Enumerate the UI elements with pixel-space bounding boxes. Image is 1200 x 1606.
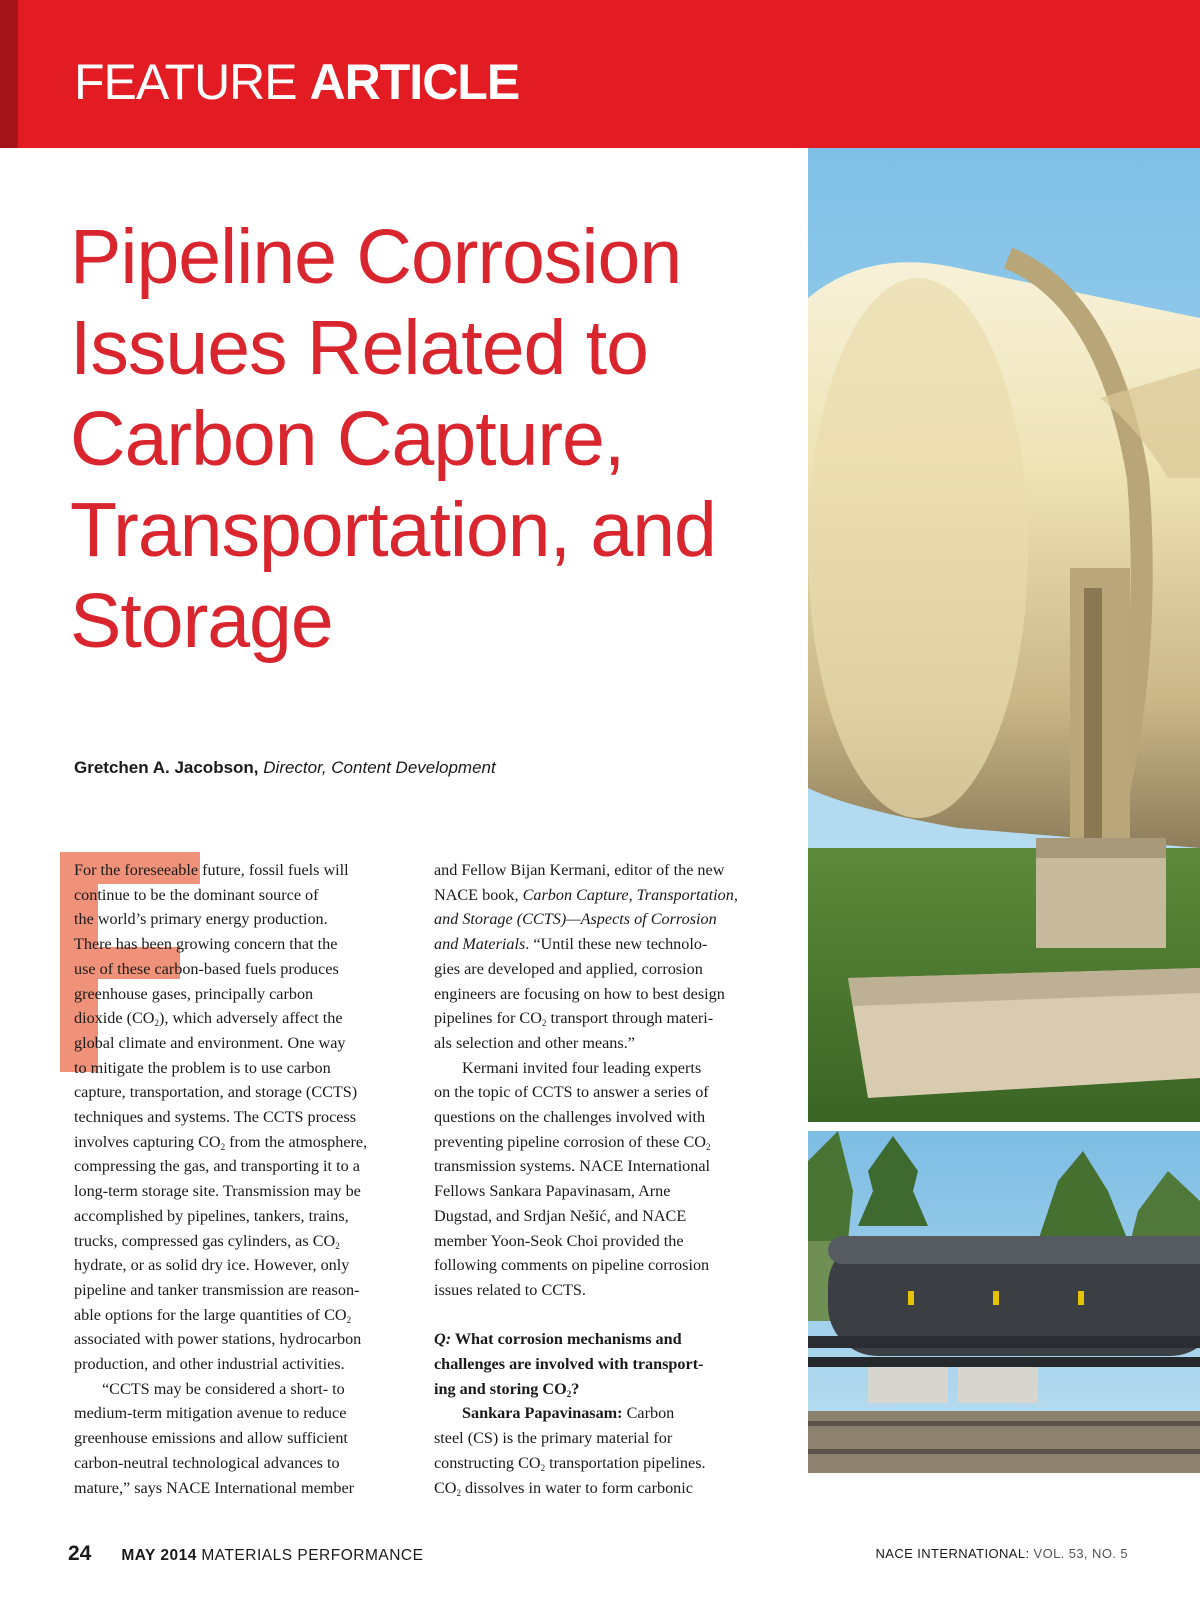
body-line: associated with power stations, hydrocarbon — [74, 1330, 362, 1349]
pipeline-photo — [808, 148, 1200, 1122]
footer-left — [68, 1542, 423, 1566]
body-line: Dugstad, and Srdjan Nešić, and NACE — [434, 1206, 687, 1225]
body-line: the world’s primary energy production. — [74, 910, 328, 929]
body-line: steel (CS) is the primary material for — [434, 1429, 673, 1448]
volume-info: VOL. 53, NO. 5 — [1033, 1546, 1128, 1561]
subscript: 2 — [705, 1141, 711, 1152]
body-column-right — [434, 858, 770, 1500]
body-line: greenhouse gases, principally carbon — [74, 984, 314, 1003]
title-line: Pipeline Corrosion — [70, 214, 682, 300]
byline — [74, 758, 496, 778]
publication-name: MATERIALS PERFORMANCE — [201, 1547, 424, 1564]
body-line: member Yoon-Seok Choi provided the — [434, 1231, 684, 1250]
text-fragment: constructing CO — [434, 1453, 541, 1472]
section-label-article: ARTICLE — [309, 54, 520, 110]
title-line: Issues Related to — [70, 305, 648, 391]
body-line: There has been growing concern that the — [74, 935, 338, 954]
text-fragment: ), which adversely affect the — [158, 1009, 343, 1028]
body-line — [74, 1229, 410, 1254]
body-line: gies are developed and applied, corrosion — [434, 959, 703, 978]
subscript: 2 — [346, 1314, 352, 1325]
book-title: and Storage (CCTS)—Aspects of Corrosion — [434, 910, 717, 929]
body-line: use of these carbon-based fuels produces — [74, 959, 339, 978]
body-line — [434, 883, 770, 908]
text-fragment: pipelines for CO — [434, 1009, 542, 1028]
header-accent — [0, 0, 18, 148]
body-line: For the foreseeable future, fossil fuels will — [74, 861, 349, 879]
body-line: greenhouse emissions and allow sufficient — [74, 1429, 348, 1448]
text-fragment: transportation pipelines. — [545, 1453, 706, 1472]
body-line: long-term storage site. Transmission may be — [74, 1182, 361, 1201]
article-title — [70, 212, 810, 667]
body-line — [434, 907, 770, 932]
page-number: 24 — [68, 1542, 92, 1565]
text-fragment: Carbon — [622, 1404, 675, 1423]
section-label-feature: FEATURE — [74, 54, 297, 110]
society-name: NACE INTERNATIONAL: — [875, 1546, 1030, 1561]
body-line: capture, transportation, and storage (CCTS) — [74, 1083, 358, 1102]
subscript: 2 — [541, 1018, 547, 1029]
body-line — [434, 1006, 770, 1031]
text-fragment: involves capturing CO — [74, 1132, 221, 1151]
body-line: following comments on pipeline corrosion — [434, 1256, 710, 1275]
text-fragment: dissolves in water to form carbonic — [461, 1478, 693, 1497]
section-label — [74, 52, 519, 112]
body-line: engineers are focusing on how to best design — [434, 984, 725, 1003]
body-line: questions on the challenges involved with — [434, 1108, 706, 1127]
text-fragment: NACE book, — [434, 885, 523, 904]
text-fragment: preventing pipeline corrosion of these CO — [434, 1132, 706, 1151]
body-line — [434, 1476, 770, 1501]
text-fragment: . “Until these new technolo- — [525, 935, 708, 954]
body-line: continue to be the dominant source of — [74, 885, 319, 904]
body-line: “CCTS may be considered a short- to — [102, 1379, 345, 1398]
footer-right — [876, 1546, 1129, 1561]
body-line: mature,” says NACE International member — [74, 1478, 355, 1497]
body-line: Kermani invited four leading experts — [462, 1058, 702, 1077]
issue-date: MAY 2014 — [121, 1547, 197, 1564]
body-line: on the topic of CCTS to answer a series of — [434, 1083, 709, 1102]
question-marker: Q: — [434, 1330, 452, 1349]
title-line: Carbon Capture, — [70, 396, 625, 482]
question-line — [434, 1377, 770, 1402]
body-line: transmission systems. NACE International — [434, 1157, 711, 1176]
text-fragment: ? — [571, 1379, 580, 1398]
text-fragment: transport through materi- — [546, 1009, 714, 1028]
body-line: pipeline and tanker transmission are reason- — [74, 1280, 360, 1299]
text-fragment: What corrosion mechanisms and — [451, 1330, 682, 1349]
subscript: 2 — [456, 1487, 461, 1498]
body-line — [434, 1401, 770, 1426]
body-line: compressing the gas, and transporting it to a — [74, 1157, 360, 1176]
body-line: accomplished by pipelines, tankers, trains, — [74, 1206, 349, 1225]
body-line — [74, 1303, 410, 1328]
body-line: global climate and environment. One way — [74, 1033, 346, 1052]
body-line: issues related to CCTS. — [434, 1280, 586, 1299]
speaker-name: Sankara Papavinasam: — [462, 1404, 623, 1423]
text-fragment: CO — [434, 1478, 457, 1497]
text-fragment: dioxide (CO — [74, 1009, 155, 1028]
body-line — [434, 1451, 770, 1476]
body-line: techniques and systems. The CCTS process — [74, 1108, 357, 1127]
book-title: Carbon Capture, Transportation, — [522, 885, 738, 904]
body-line — [74, 1130, 410, 1155]
body-line: production, and other industrial activities. — [74, 1355, 345, 1374]
subscript: 2 — [540, 1462, 546, 1473]
title-line: Storage — [70, 578, 333, 664]
text-fragment: ing and storing CO — [434, 1379, 567, 1398]
text-fragment: able options for the large quantities of CO — [74, 1305, 347, 1324]
subscript: 2 — [566, 1388, 572, 1399]
railcar-photo — [808, 1131, 1200, 1473]
body-line: medium-term mitigation avenue to reduce — [74, 1404, 347, 1423]
body-line: to mitigate the problem is to use carbon — [74, 1058, 331, 1077]
subscript: 2 — [154, 1018, 159, 1029]
body-line: carbon-neutral technological advances to — [74, 1453, 340, 1472]
text-fragment: from the atmosphere, — [225, 1132, 368, 1151]
body-line: hydrate, or as solid dry ice. However, only — [74, 1256, 350, 1275]
book-title: and Materials — [434, 935, 526, 954]
body-line — [434, 932, 770, 957]
body-line — [434, 1130, 770, 1155]
author-role: Director, Content Development — [263, 758, 496, 777]
author-name: Gretchen A. Jacobson, — [74, 758, 259, 777]
body-line — [74, 1006, 410, 1031]
subscript: 2 — [220, 1141, 226, 1152]
body-column-left — [74, 858, 410, 1500]
question-line — [434, 1327, 770, 1352]
body-line: and Fellow Bijan Kermani, editor of the new — [434, 861, 725, 879]
subscript: 2 — [335, 1240, 340, 1251]
body-line: Fellows Sankara Papavinasam, Arne — [434, 1182, 671, 1201]
body-line: als selection and other means.” — [434, 1033, 635, 1052]
paragraph-gap — [434, 1303, 770, 1328]
question-line: challenges are involved with transport- — [434, 1355, 704, 1374]
text-fragment: trucks, compressed gas cylinders, as CO — [74, 1231, 336, 1250]
title-line: Transportation, and — [70, 487, 716, 573]
